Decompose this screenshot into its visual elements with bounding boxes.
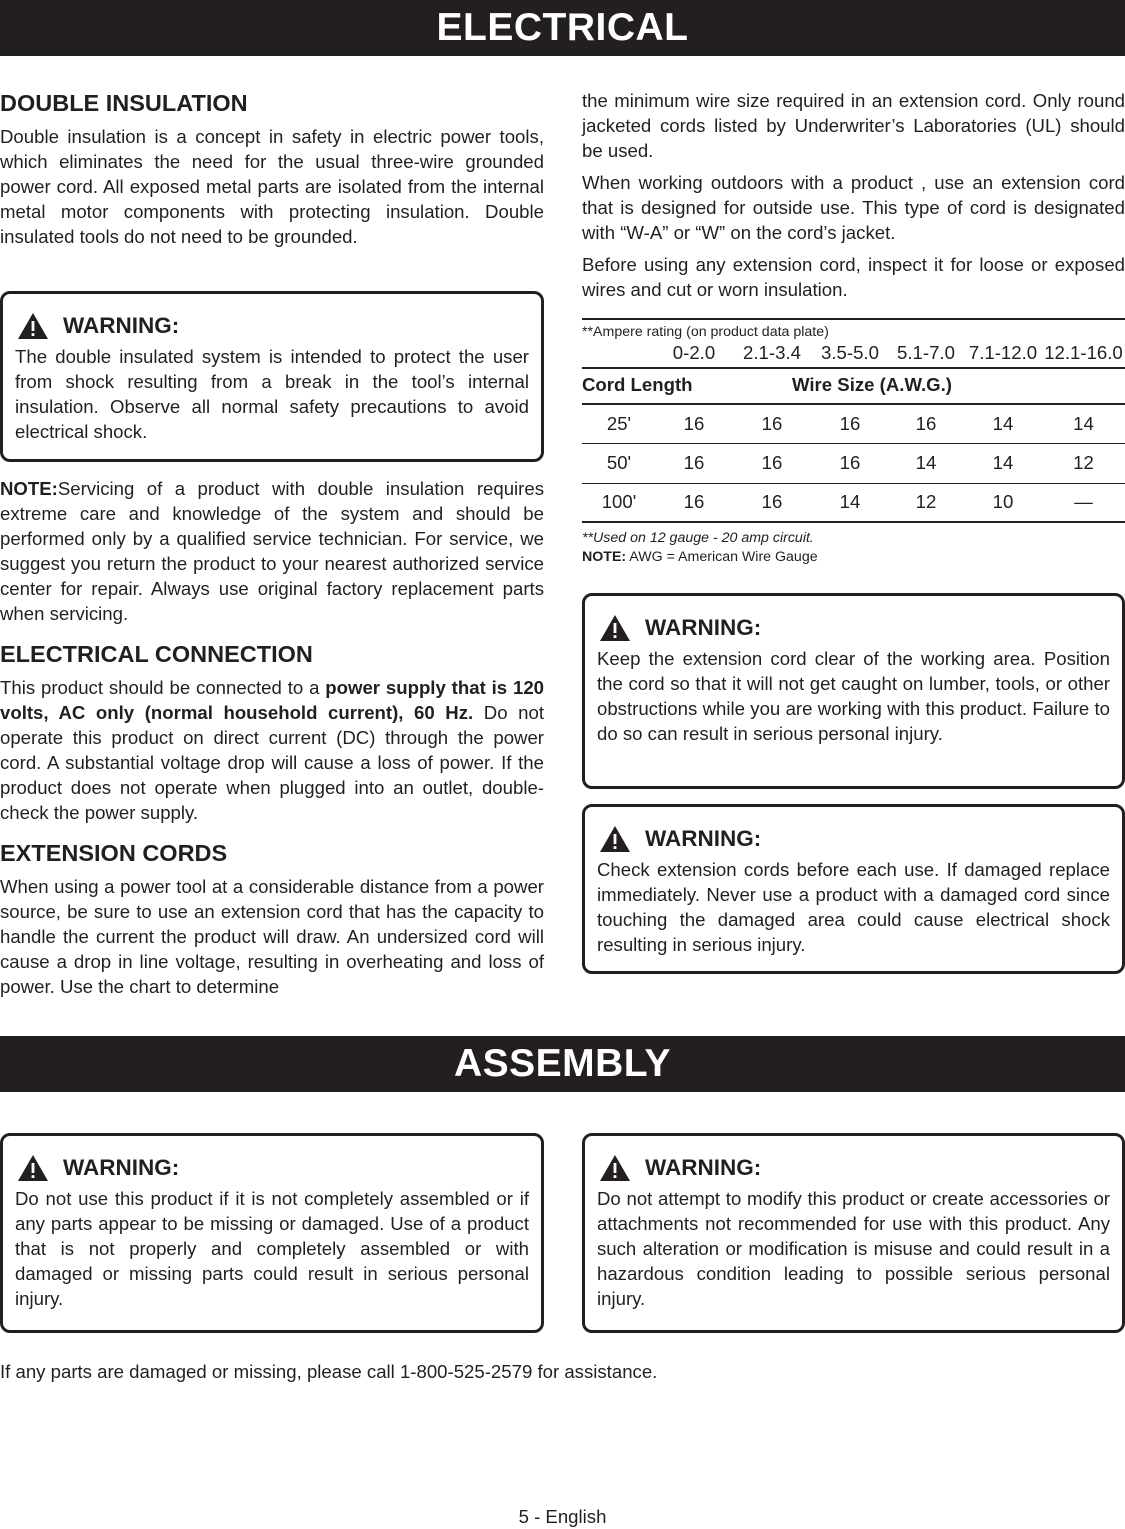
cord-length-cell: 100': [601, 491, 637, 513]
ampere-range: 12.1-16.0: [1044, 342, 1123, 363]
warning-title: WARNING:: [645, 1155, 762, 1180]
warning-box-double-insulated: [0, 291, 544, 462]
awg-cell: 14: [915, 452, 937, 473]
double-insulation-body: Double insulation is a concept in safety in electric power tools, which eliminates the need for the usual three-wire grounded power cord. All exposed metal parts are isolated from the internal metal motor components with protecting insulation. Double insulated tools do not need to be grounded.: [0, 126, 544, 247]
awg-cell: 10: [992, 491, 1014, 513]
cord-length-header: Cord Length: [582, 374, 693, 395]
electrical-connection-heading: ELECTRICAL CONNECTION: [0, 641, 313, 667]
left-column: [0, 88, 544, 249]
left-column-lower: [0, 476, 544, 999]
warning-triangle-icon: [599, 614, 631, 642]
ampere-ranges-row: [582, 342, 1125, 364]
awg-cell: 12: [1073, 452, 1094, 473]
note-servicing: [0, 476, 544, 626]
awg-cell: 16: [683, 412, 705, 434]
awg-note: [582, 547, 1125, 567]
warning-body: The double insulated system is intended to protect the user from shock resulting from a break in the tool’s internal insulation. Observe all normal safety precautions to avoid electrical shock.: [15, 346, 529, 442]
extension-cords-body-right-1: the minimum wire size required in an extension cord. Only round jacketed cords listed by Underwriter’s Laboratories (UL) should be used.: [582, 90, 1125, 161]
warning-title: WARNING:: [645, 615, 762, 640]
extension-cords-body-right-3: Before using any extension cord, inspect it for loose or exposed wires and cut or worn insulation.: [582, 254, 1125, 300]
ampere-range: 5.1-7.0: [897, 342, 955, 363]
awg-cell: 14: [992, 452, 1014, 473]
warning-body: Do not attempt to modify this product or create accessories or attachments not recommended for use with this product. Any such alteration or modification is misuse and could result in a hazardous condition leading to possible serious personal injury.: [597, 1188, 1110, 1309]
awg-cell: 12: [915, 491, 937, 513]
awg-note-text: AWG = American Wire Gauge: [626, 549, 818, 565]
warning-box-cord-clear: [582, 593, 1125, 789]
ampere-caption: **Ampere rating (on product data plate): [582, 324, 829, 340]
electrical-connection-body: [0, 675, 544, 825]
table-row: [582, 443, 1125, 483]
warning-box-assembled: [0, 1133, 544, 1333]
warning-triangle-icon: [599, 1154, 631, 1182]
ampere-range: 3.5-5.0: [821, 342, 879, 363]
page-number: 5 - English: [518, 1506, 607, 1527]
extension-cords-heading: EXTENSION CORDS: [0, 840, 228, 866]
awg-cell: 16: [683, 452, 705, 473]
cord-length-cell: 50': [606, 452, 632, 473]
awg-cell: 16: [839, 452, 861, 473]
warning-title: WARNING:: [63, 313, 180, 338]
awg-table: [582, 405, 1125, 523]
warning-triangle-icon: [17, 1154, 49, 1182]
wire-size-header: Wire Size (A.W.G.): [792, 374, 952, 395]
warning-triangle-icon: [599, 825, 631, 853]
electrical-connection-bold: power supply that is 120 volts, AC only (normal household current), 60 Hz.: [0, 677, 545, 723]
awg-cell: 14: [992, 412, 1014, 434]
ampere-range: 2.1-3.4: [743, 342, 801, 363]
assistance-text: If any parts are damaged or missing, please call 1-800-525-2579 for assistance.: [0, 1361, 658, 1382]
cord-length-cell: 25': [606, 412, 632, 434]
electrical-connection-text-1: This product should be connected to a: [0, 677, 326, 698]
double-insulation-heading: DOUBLE INSULATION: [0, 90, 248, 116]
extension-cords-body-right-2: When working outdoors with a product , use an extension cord that is designed for outside use. This type of cord is designated with “W-A” or “W” on the cord’s jacket.: [582, 172, 1125, 243]
note-servicing-body: Servicing of a product with double insulation requires extreme care and knowledge of the system and should be performed only by a qualified service technician. For service, we suggest you return the product to your nearest authorized service center for repair. Always use original factory replacement parts when servicing.: [0, 478, 544, 624]
awg-cell: 16: [761, 491, 783, 513]
extension-cords-body-left: When using a power tool at a considerable distance from a power source, be sure to use an extension cord that has the capacity to handle the current the product will draw. An undersized cord will cause a drop in line voltage, resulting in overheating and loss of power. Use the chart to determine: [0, 876, 544, 997]
table-row: [582, 483, 1125, 522]
awg-header-row: [582, 369, 1125, 399]
awg-cell: 14: [1073, 412, 1094, 434]
warning-body: Keep the extension cord clear of the working area. Position the cord so that it will not get caught on lumber, tools, or other obstructions while you are working with this product. Failure to do so can result in serious personal injury.: [597, 648, 1110, 744]
warning-title: WARNING:: [645, 826, 762, 851]
warning-title: WARNING:: [63, 1155, 180, 1180]
note-label: NOTE:: [0, 478, 58, 499]
warning-body: Do not use this product if it is not completely assembled or if any parts appear to be missing or damaged. Use of a product that is not properly and completely assembled or with damaged or missing parts could result in serious personal injury.: [15, 1188, 529, 1309]
awg-cell: —: [1074, 491, 1093, 513]
ampere-range: 0-2.0: [672, 342, 716, 363]
assembly-banner: ASSEMBLY: [0, 1036, 1125, 1092]
electrical-connection-text-2: Do not operate this product on direct current (DC) through the power cord. A substantial voltage drop will cause a loss of power. If the product does not operate when plugged into an outlet, double-check the power supply.: [0, 702, 544, 823]
awg-footnote: **Used on 12 gauge - 20 amp circuit.: [582, 530, 814, 546]
awg-cell: 16: [761, 412, 783, 434]
awg-cell: 16: [761, 452, 783, 473]
awg-cell: 16: [683, 491, 705, 513]
awg-cell: 16: [915, 412, 937, 434]
table-row: [582, 405, 1125, 443]
awg-table-block: [582, 318, 1125, 567]
awg-note-label: NOTE:: [582, 549, 627, 565]
warning-triangle-icon: [17, 312, 49, 340]
awg-cell: 14: [839, 491, 861, 513]
ampere-range: 7.1-12.0: [968, 342, 1038, 363]
warning-box-check-cords: [582, 804, 1125, 974]
warning-box-modify: [582, 1133, 1125, 1333]
right-column: [582, 88, 1125, 302]
electrical-banner: ELECTRICAL: [0, 0, 1125, 56]
warning-body: Check extension cords before each use. If damaged replace immediately. Never use a product with a damaged cord since touching the damaged area could cause electrical shock resulting in serious injury.: [597, 859, 1110, 955]
awg-cell: 16: [839, 412, 861, 434]
